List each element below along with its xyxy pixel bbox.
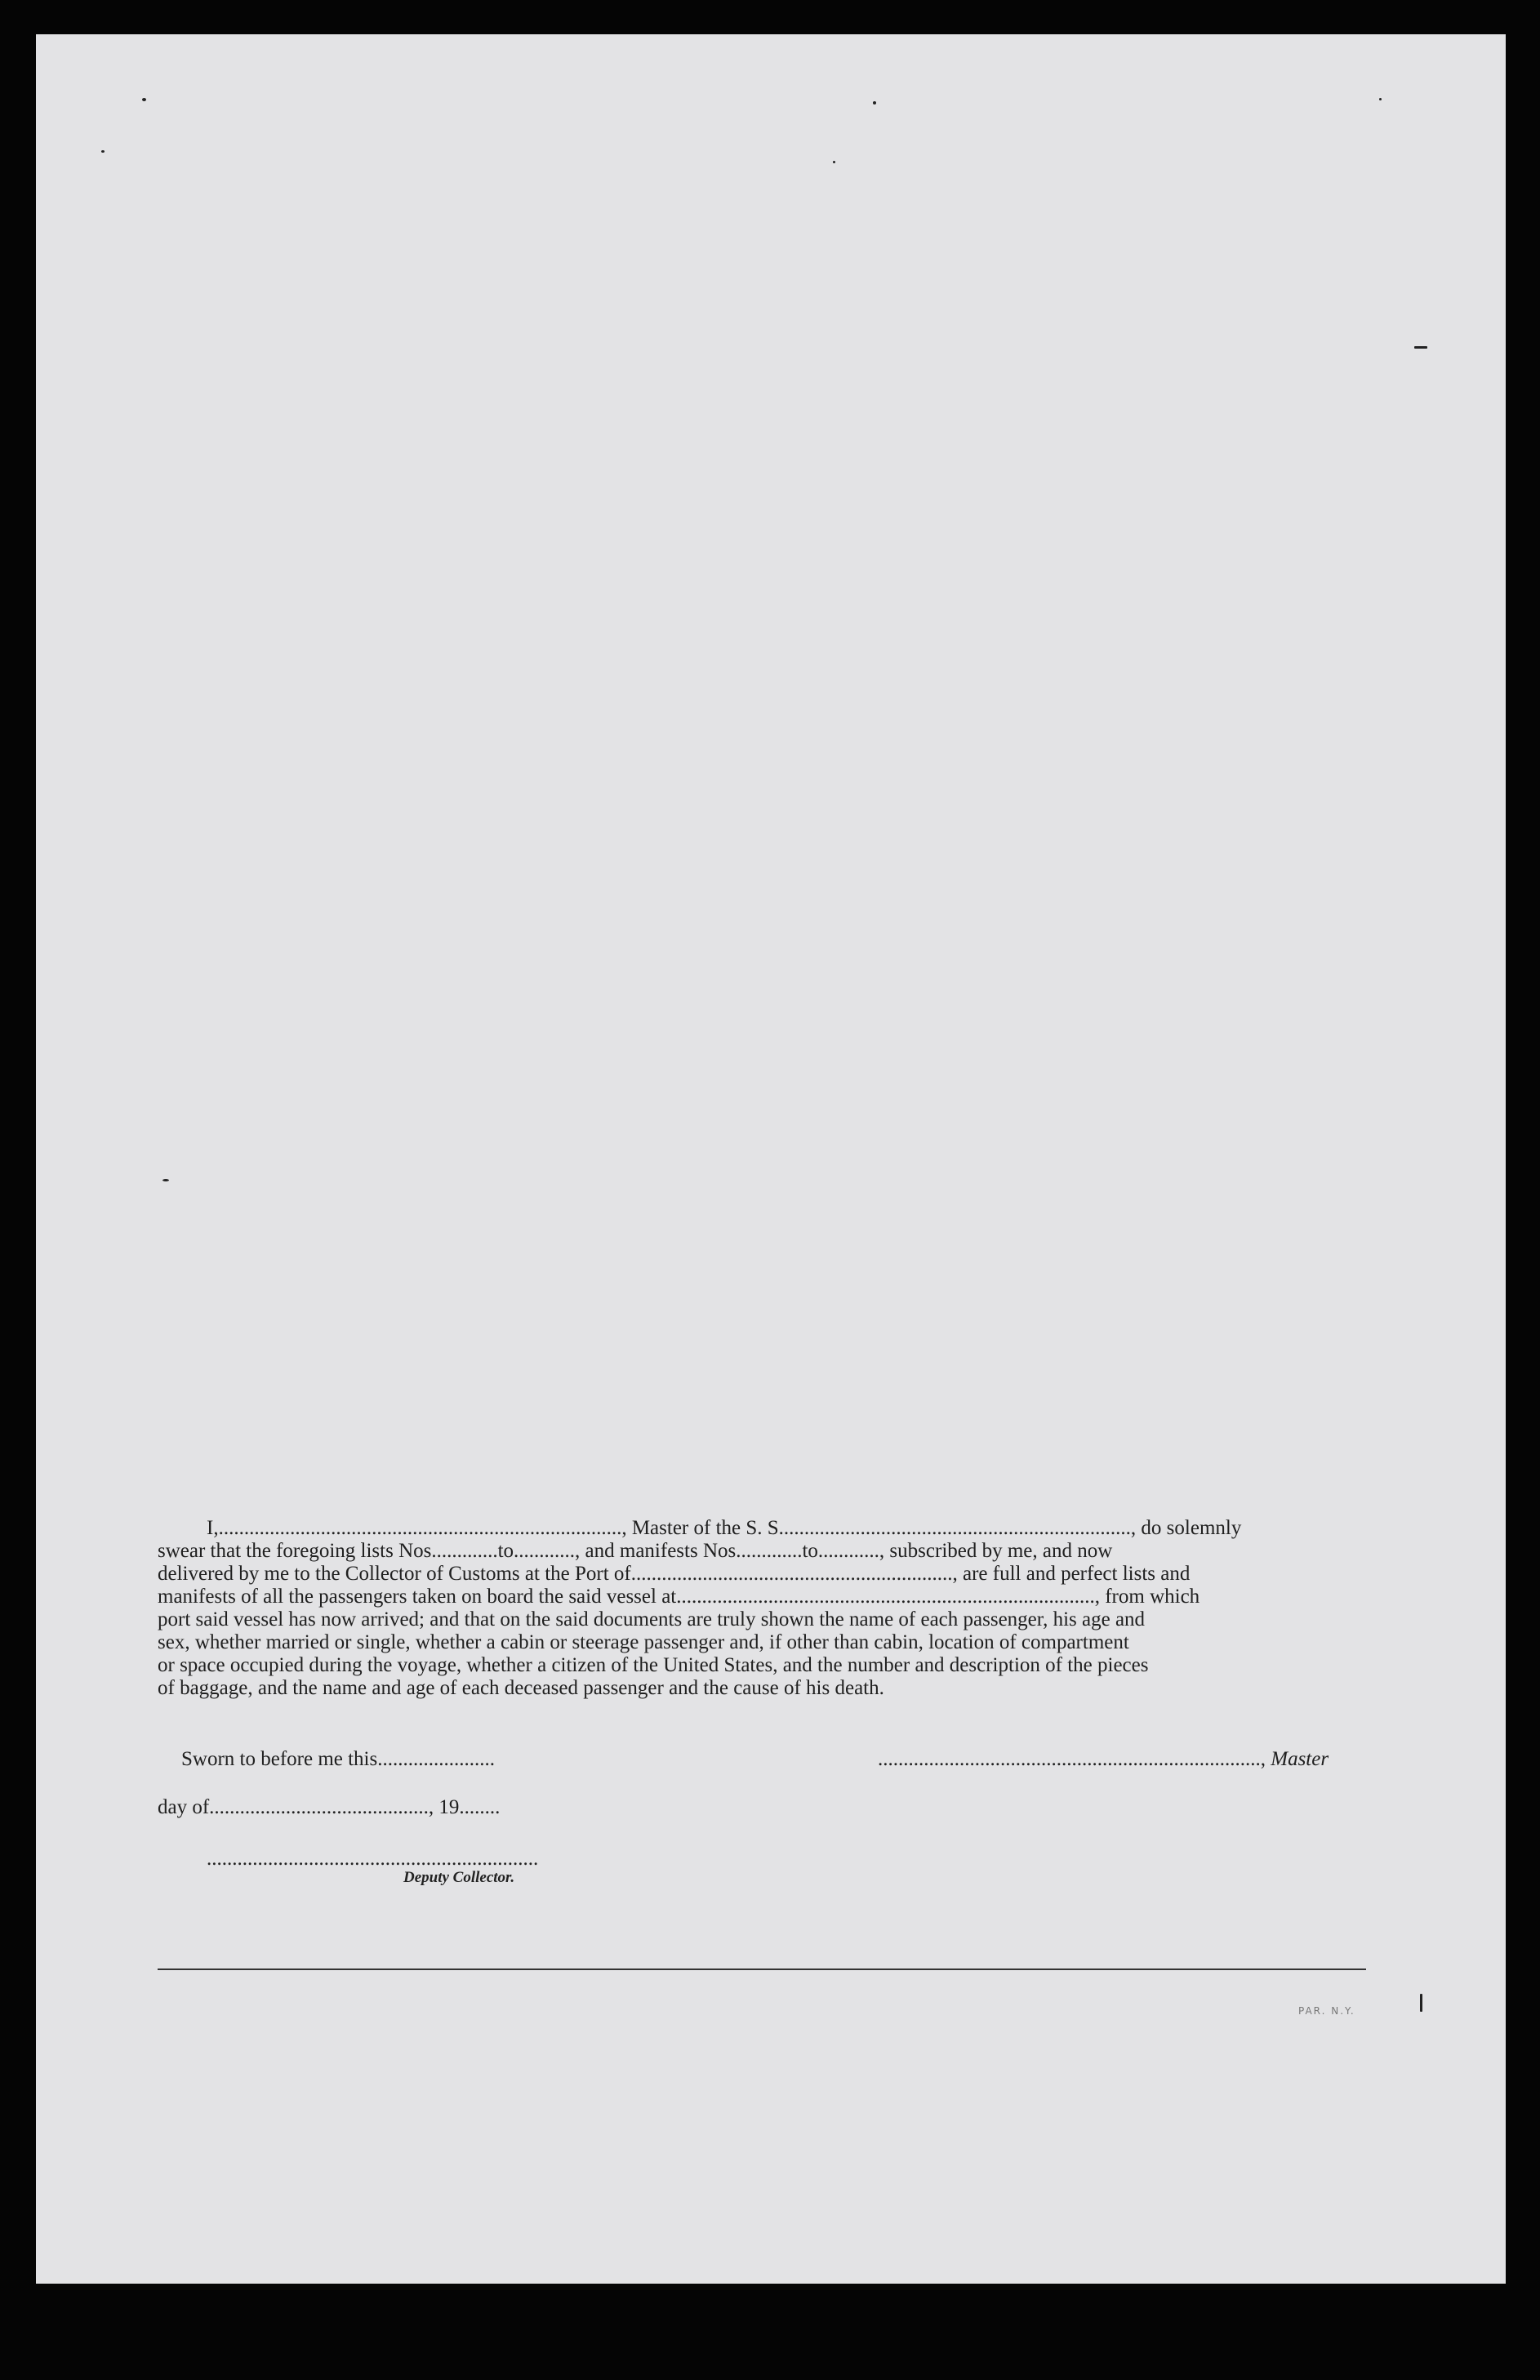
ink-speck xyxy=(1420,1994,1422,2012)
ink-speck xyxy=(873,101,876,105)
oath-line: I,..............................................................................., Master of the S. S....................................................................., do solemnly xyxy=(207,1517,1242,1539)
master-signature-line xyxy=(878,1748,1329,1771)
oath-line: of baggage, and the name and age of each deceased passenger and the cause of his death. xyxy=(158,1677,884,1699)
deputy-signature-line: ................................................................. xyxy=(207,1848,539,1870)
printer-imprint: PAR. N.Y. xyxy=(1298,2005,1355,2017)
divider-rule xyxy=(158,1969,1366,1970)
master-dotted-line: ..........................................................................., xyxy=(878,1748,1266,1770)
oath-line: port said vessel has now arrived; and that on the said documents are truly shown the name of each passenger, his age and xyxy=(158,1608,1146,1630)
deputy-collector-label: Deputy Collector. xyxy=(403,1869,515,1886)
oath-line: swear that the foregoing lists Nos.............to............, and manifests Nos.............to............, subscribed by me, and now xyxy=(158,1540,1113,1562)
oath-line: manifests of all the passengers taken on board the said vessel at.................................................................................., from which xyxy=(158,1586,1200,1608)
oath-line: delivered by me to the Collector of Customs at the Port of..............................................................., are full and perfect lists and xyxy=(158,1563,1191,1585)
master-label: Master xyxy=(1271,1748,1329,1770)
ink-speck xyxy=(1414,346,1427,349)
oath-paragraph xyxy=(158,1517,1378,1700)
ink-speck xyxy=(101,150,105,153)
ink-speck xyxy=(162,1179,169,1181)
sworn-line: Sworn to before me this....................... xyxy=(181,1748,495,1770)
day-line: day of..........................................., 19........ xyxy=(158,1796,501,1818)
oath-line: or space occupied during the voyage, whether a citizen of the United States, and the number and description of the pieces xyxy=(158,1654,1149,1676)
ink-speck xyxy=(142,98,146,101)
ink-speck xyxy=(1379,98,1382,100)
ink-speck xyxy=(833,161,835,163)
oath-line: sex, whether married or single, whether a cabin or steerage passenger and, if other than cabin, location of compartment xyxy=(158,1631,1129,1653)
form-sheet xyxy=(36,34,1506,2284)
